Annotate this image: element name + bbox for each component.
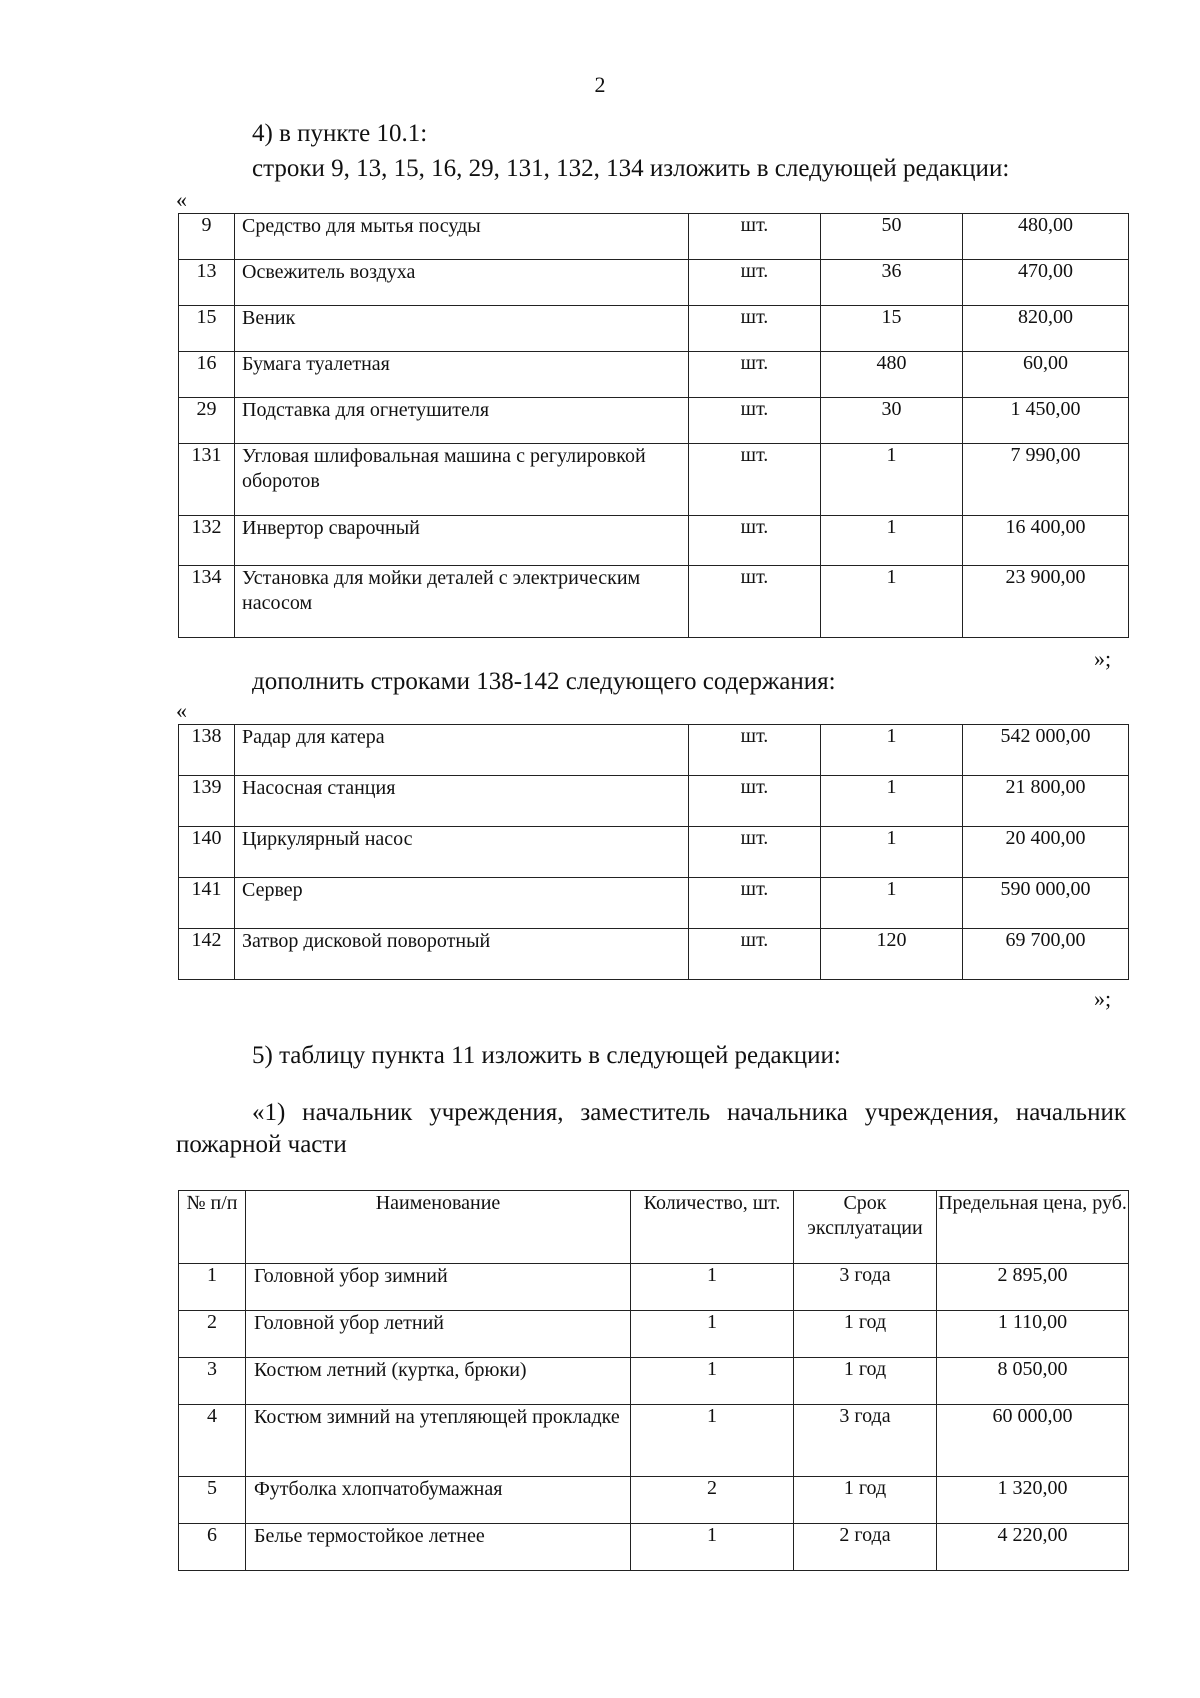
item-quantity: 1 [821,444,963,516]
table-row [179,1477,1129,1524]
table-row [179,1524,1129,1571]
item-term: 2 года [794,1524,937,1571]
table-row [179,398,1129,444]
item-name: Костюм зимний на утепляющей прокладке [246,1405,631,1477]
item-unit: шт. [689,827,821,878]
item-quantity: 480 [821,352,963,398]
item-term: 3 года [794,1264,937,1311]
table-row [179,260,1129,306]
item-name: Футболка хлопчатобумажная [246,1477,631,1524]
item-name: Освежитель воздуха [235,260,689,306]
column-header-name: Наименование [246,1191,631,1264]
row-number: 4 [179,1405,246,1477]
item-unit: шт. [689,260,821,306]
item-quantity: 1 [631,1264,794,1311]
item-price: 480,00 [963,214,1129,260]
page-number: 2 [594,72,606,97]
row-number: 29 [179,398,235,444]
row-number: 6 [179,1524,246,1571]
item-name: Угловая шлифовальная машина с регулировкой оборотов [235,444,689,516]
item-price: 16 400,00 [963,516,1129,566]
item-quantity: 15 [821,306,963,352]
table-row [179,1311,1129,1358]
item-term: 1 год [794,1358,937,1405]
item-name: Установка для мойки деталей с электрическим насосом [235,566,689,638]
clothing-norms-table [178,1190,1129,1571]
column-header-term: Срок эксплуатации [794,1191,937,1264]
table-row [179,352,1129,398]
item-price: 60,00 [963,352,1129,398]
item-name: Насосная станция [235,776,689,827]
item-unit: шт. [689,725,821,776]
table-row [179,1405,1129,1477]
item-name: Сервер [235,878,689,929]
row-number: 132 [179,516,235,566]
section5-instruction: 5) таблицу пункта 11 изложить в следующей редакции: [252,1042,841,1069]
item-quantity: 1 [821,776,963,827]
item-price: 23 900,00 [963,566,1129,638]
column-header-quantity: Количество, шт. [631,1191,794,1264]
table-row [179,214,1129,260]
table-header-row [179,1191,1129,1264]
open-quote: « [176,187,187,212]
item-quantity: 1 [631,1405,794,1477]
item-price: 21 800,00 [963,776,1129,827]
position-subheading: «1) начальник учреждения, заместитель начальника учреждения, начальник пожарной части [176,1099,1126,1158]
table-row [179,516,1129,566]
item-term: 1 год [794,1311,937,1358]
item-name: Средство для мытья посуды [235,214,689,260]
table-row [179,827,1129,878]
item-price: 590 000,00 [963,878,1129,929]
item-name: Радар для катера [235,725,689,776]
row-number: 13 [179,260,235,306]
row-number: 139 [179,776,235,827]
item-unit: шт. [689,566,821,638]
item-term: 3 года [794,1405,937,1477]
item-price: 470,00 [963,260,1129,306]
row-number: 1 [179,1264,246,1311]
item-unit: шт. [689,352,821,398]
item-quantity: 1 [631,1358,794,1405]
supplement-instruction: дополнить строками 138-142 следующего содержания: [252,668,836,695]
item-price: 820,00 [963,306,1129,352]
table-row [179,776,1129,827]
item-quantity: 1 [631,1524,794,1571]
table-row [179,1358,1129,1405]
row-number: 134 [179,566,235,638]
item-unit: шт. [689,878,821,929]
item-term: 1 год [794,1477,937,1524]
item-unit: шт. [689,929,821,980]
row-number: 15 [179,306,235,352]
row-number: 9 [179,214,235,260]
item-quantity: 1 [821,516,963,566]
row-number: 3 [179,1358,246,1405]
item-quantity: 36 [821,260,963,306]
section4-heading: 4) в пункте 10.1: [252,120,428,147]
row-number: 140 [179,827,235,878]
item-quantity: 1 [821,725,963,776]
item-quantity: 120 [821,929,963,980]
item-price: 60 000,00 [937,1405,1129,1477]
item-unit: шт. [689,516,821,566]
item-unit: шт. [689,776,821,827]
table-row [179,444,1129,516]
item-name: Циркулярный насос [235,827,689,878]
row-number: 131 [179,444,235,516]
item-price: 1 450,00 [963,398,1129,444]
item-quantity: 1 [821,566,963,638]
item-name: Веник [235,306,689,352]
item-price: 1 320,00 [937,1477,1129,1524]
items-table-1 [178,213,1129,638]
row-number: 141 [179,878,235,929]
table-row [179,566,1129,638]
item-name: Бумага туалетная [235,352,689,398]
row-number: 142 [179,929,235,980]
item-price: 7 990,00 [963,444,1129,516]
open-quote: « [176,698,187,723]
item-quantity: 50 [821,214,963,260]
table-row [179,306,1129,352]
item-unit: шт. [689,398,821,444]
row-number: 16 [179,352,235,398]
row-number: 5 [179,1477,246,1524]
close-quote: »; [1094,986,1112,1011]
row-number: 2 [179,1311,246,1358]
item-name: Подставка для огнетушителя [235,398,689,444]
column-header-number: № п/п [179,1191,246,1264]
table-row [179,929,1129,980]
table-row [179,1264,1129,1311]
item-price: 2 895,00 [937,1264,1129,1311]
item-price: 4 220,00 [937,1524,1129,1571]
items-table-2 [178,724,1129,980]
item-unit: шт. [689,214,821,260]
column-header-price: Предельная цена, руб. [937,1191,1129,1264]
item-price: 69 700,00 [963,929,1129,980]
item-unit: шт. [689,306,821,352]
item-price: 20 400,00 [963,827,1129,878]
table-row [179,725,1129,776]
item-quantity: 1 [821,878,963,929]
item-quantity: 1 [821,827,963,878]
item-quantity: 2 [631,1477,794,1524]
item-name: Инвертор сварочный [235,516,689,566]
item-quantity: 30 [821,398,963,444]
close-quote: »; [1094,646,1112,671]
item-name: Головной убор летний [246,1311,631,1358]
item-name: Головной убор зимний [246,1264,631,1311]
section4-instruction: строки 9, 13, 15, 16, 29, 131, 132, 134 изложить в следующей редакции: [252,155,1010,182]
row-number: 138 [179,725,235,776]
item-price: 542 000,00 [963,725,1129,776]
item-price: 1 110,00 [937,1311,1129,1358]
item-price: 8 050,00 [937,1358,1129,1405]
item-name: Белье термостойкое летнее [246,1524,631,1571]
item-quantity: 1 [631,1311,794,1358]
item-unit: шт. [689,444,821,516]
item-name: Костюм летний (куртка, брюки) [246,1358,631,1405]
item-name: Затвор дисковой поворотный [235,929,689,980]
table-row [179,878,1129,929]
